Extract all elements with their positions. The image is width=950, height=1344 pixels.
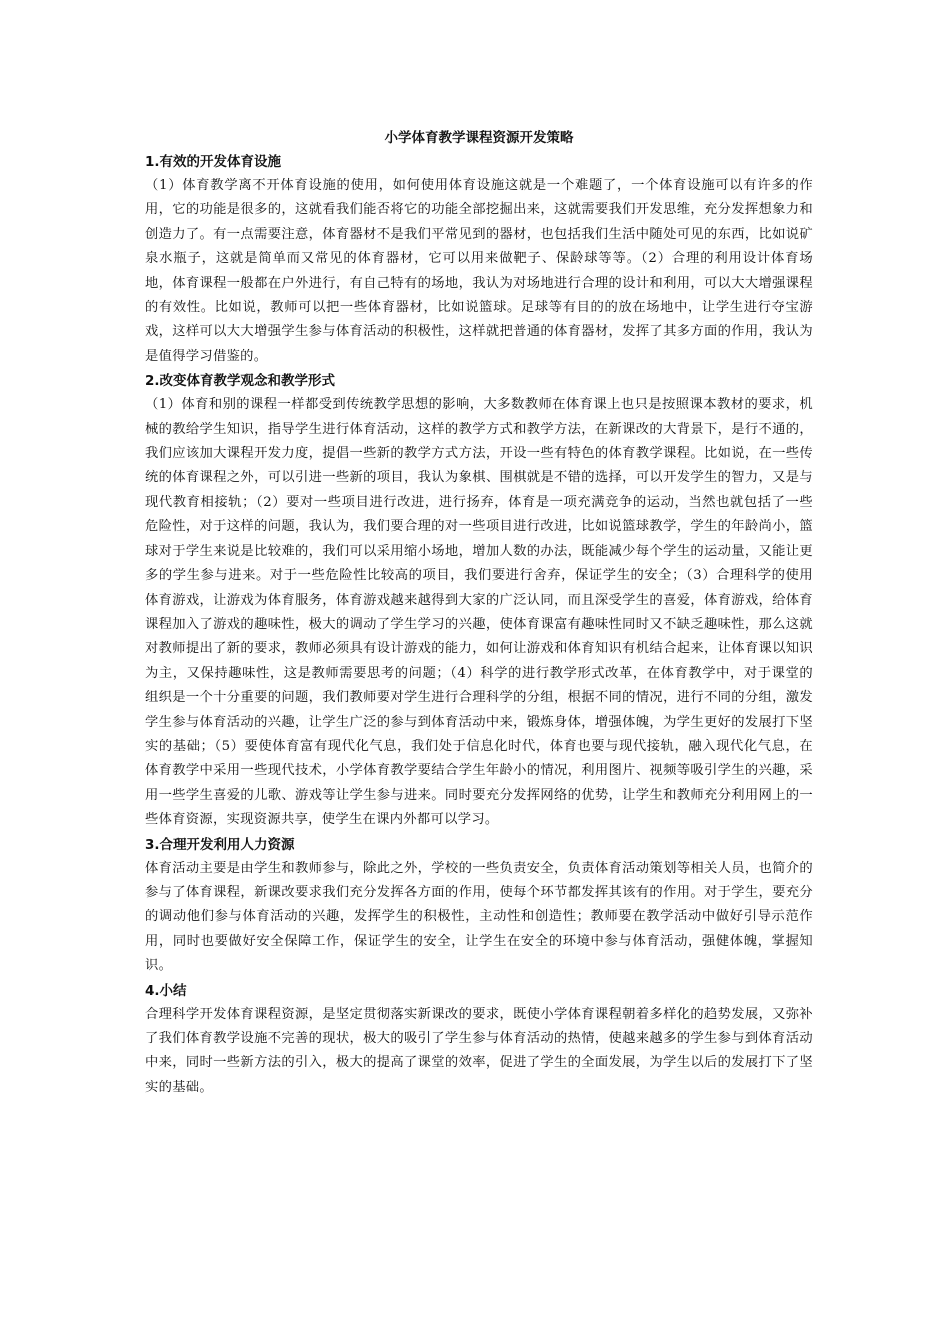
section-paragraph: 合理科学开发体育课程资源，是坚定贯彻落实新课改的要求，既使小学体育课程朝着多样化的趋势发展，又弥补了我们体育教学设施不完善的现状，极大的吸引了学生参与体育活动的热情，使越来越多的学生参与到体育活动中来，同时一些新方法的引入，极大的提高了课堂的效率，促进了学生的全面发展，为学生以后的发展打下了坚实的基础。: [145, 1006, 813, 1095]
section-paragraph: （1）体育和别的课程一样都受到传统教学思想的影响，大多数教师在体育课上也只是按照课本教材的要求，机械的教给学生知识，指导学生进行体育活动，这样的教学方式和教学方法，在新课改的大背景下，是行不通的，我们应该加大课程开发力度，提倡一些新的教学方式方法，开设一些有特色的体育教学课程。比如说，在一些传统的体育课程之外，可以引进一些新的项目，我认为象棋、围棋就是不错的选择，可以开发学生的智力，又是与现代教育相接轨；（2）要对一些项目进行改进，进行扬弃，体育是一项充满竞争的运动，当然也就包括了一些危险性，对于这样的问题，我认为，我们要合理的对一些项目进行改进，比如说篮球教学，学生的年龄尚小，篮球对于学生来说是比较难的，我们可以采用缩小场地，增加人数的办法，既能减少每个学生的运动量，又能让更多的学生参与进来。对于一些危险性比较高的项目，我们要进行舍弃，保证学生的安全；（3）合理科学的使用体育游戏，让游戏为体育服务，体育游戏越来越得到大家的广泛认同，而且深受学生的喜爱，体育游戏，给体育课程加入了游戏的趣味性，极大的调动了学生学习的兴趣，使体育课富有趣味性同时又不缺乏趣味性，那么这就对教师提出了新的要求，教师必须具有设计游戏的能力，如何让游戏和体育知识有机结合起来，让体育课以知识为主，又保持趣味性，这是教师需要思考的问题；（4）科学的进行教学形式改革，在体育教学中，对于课堂的组织是一个十分重要的问题，我们教师要对学生进行合理科学的分组，根据不同的情况，进行不同的分组，激发学生参与体育活动的兴趣，让学生广泛的参与到体育活动中来，锻炼身体，增强体魄，为学生更好的发展打下坚实的基础；（5）要使体育富有现代化气息，我们处于信息化时代，体育也要与现代接轨，融入现代化气息，在体育教学中采用一些现代技术，小学体育教学要结合学生年龄小的情况，利用图片、视频等吸引学生的兴趣，采用一些学生喜爱的儿歌、游戏等让学生参与进来。同时要充分发挥网络的优势，让学生和教师充分利用网上的一些体育资源，实现资源共享，使学生在课内外都可以学习。: [145, 397, 813, 828]
section-paragraph: 体育活动主要是由学生和教师参与，除此之外，学校的一些负责安全，负责体育活动策划等相关人员，也简介的参与了体育课程，新课改要求我们充分发挥各方面的作用，使每个环节都发挥其该有的作用。对于学生，要充分的调动他们参与体育活动的兴趣，发挥学生的积极性，主动性和创造性；教师要在教学活动中做好引导示范作用，同时也要做好安全保障工作，保证学生的安全，让学生在安全的环境中参与体育活动，强健体魄，掌握知识。: [145, 860, 813, 974]
section-1: [145, 150, 813, 369]
section-heading: 2.改变体育教学观念和教学形式: [145, 373, 336, 390]
section-heading: 4.小结: [145, 982, 187, 999]
section-3: [145, 833, 813, 979]
document-body: [145, 126, 813, 1100]
section-paragraph: （1）体育教学离不开体育设施的使用，如何使用体育设施这就是一个难题了，一个体育设施可以有许多的作用，它的功能是很多的，这就看我们能否将它的功能全部挖掘出来，这就需要我们开发思维，充分发挥想象力和创造力了。有一点需要注意，体育器材不是我们平常见到的器材，也包括我们生活中随处可见的东西，比如说矿泉水瓶子，这就是简单而又常见的体育器材，它可以用来做靶子、保龄球等等。（2）合理的利用设计体育场地，体育课程一般都在户外进行，有自己特有的场地，我认为对场地进行合理的设计和利用，可以大大增强课程的有效性。比如说，教师可以把一些体育器材，比如说篮球。足球等有目的的放在场地中，让学生进行夺宝游戏，这样可以大大增强学生参与体育活动的积极性，这样就把普通的体育器材，发挥了其多方面的作用，我认为是值得学习借鉴的。: [145, 178, 813, 364]
document-title: 小学体育教学课程资源开发策略: [384, 130, 574, 146]
section-4: [145, 979, 813, 1101]
section-heading: 3.合理开发利用人力资源: [145, 836, 295, 853]
section-2: [145, 369, 813, 832]
section-heading: 1.有效的开发体育设施: [145, 154, 282, 170]
